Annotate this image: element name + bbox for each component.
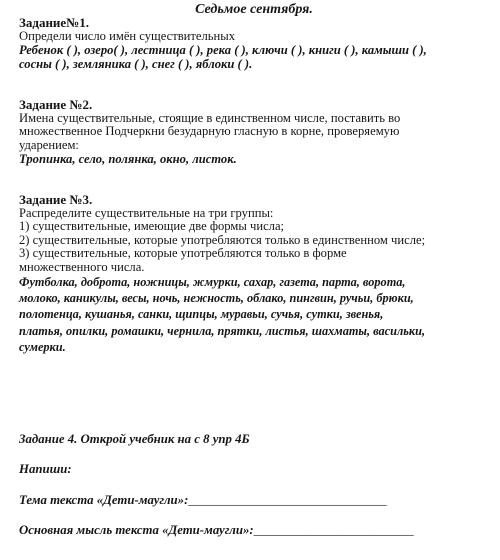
task-2-text-line-1: Имена существительные, стоящие в единственном числе, поставить во: [19, 110, 401, 125]
task-2-heading: Задание №2.: [19, 97, 93, 112]
topic-label: Тема текста «Дети-маугли»:: [19, 493, 189, 507]
task-3-text-line-1: Распределите существительные на три группы:: [19, 205, 274, 220]
task-1-instruction: Определи число имён существительных: [19, 28, 236, 43]
task-3-words-line-4: платья, опилки, ромашки, чернила, прятки, листья, шахматы, васильки,: [19, 323, 426, 338]
task-3-words-line-1: Футболка, доброта, ножницы, жмурки, сахар, газета, парта, ворота,: [19, 275, 406, 289]
task-2: [19, 98, 493, 166]
task-2-words: Тропинка, село, полянка, окно, листок.: [19, 152, 237, 166]
date-title: Седьмое сентября.: [195, 2, 313, 17]
task-3-text-line-2: 1) существительные, имеющие две формы числа;: [19, 219, 285, 233]
task-3-words-line-5: сумерки.: [19, 339, 66, 354]
task-3-words-line-3: полотенца, кушанья, санки, щипцы, муравьи, сучья, сутки, звенья,: [19, 307, 384, 322]
task-1-words-line-2: сосны ( ), земляника ( ), снег ( ), яблоки ( ).: [19, 57, 253, 71]
task-3-text-line-3: 2) существительные, которые употребляются только в единственном числе;: [19, 232, 426, 247]
topic-answer-blank[interactable]: _______________________________: [188, 493, 387, 507]
task-3: [19, 193, 493, 355]
task-4-topic-row: [19, 492, 387, 508]
task-4-heading: Задание 4. Открой учебник на с 8 упр 4Б: [19, 432, 250, 446]
task-4-write-label: Напиши:: [19, 462, 72, 476]
task-3-text-line-4: 3) существительные, которые употребляются только в форме: [19, 246, 347, 260]
task-3-words-line-2: молоко, каникулы, весы, ночь, нежность, облако, пингвин, ручьи, брюки,: [19, 291, 414, 306]
task-2-text-line-2: множественное Подчеркни безударную гласную в корне, проверяемую: [19, 124, 400, 138]
task-3-heading: Задание №3.: [19, 192, 93, 207]
task-1-heading: Задание№1.: [19, 15, 90, 30]
task-1: [19, 16, 493, 71]
task-4-idea-row: [19, 522, 414, 538]
task-1-words-line-1: Ребенок ( ), озеро( ), лестница ( ), река ( ), ключи ( ), книги ( ), камыши ( ),: [19, 43, 427, 57]
idea-label: Основная мысль текста «Дети-маугли»:: [19, 523, 254, 537]
task-3-text-line-5: множественного числа.: [19, 259, 145, 274]
task-2-text-line-3: ударением:: [19, 137, 79, 152]
idea-answer-blank[interactable]: _________________________: [253, 523, 414, 537]
